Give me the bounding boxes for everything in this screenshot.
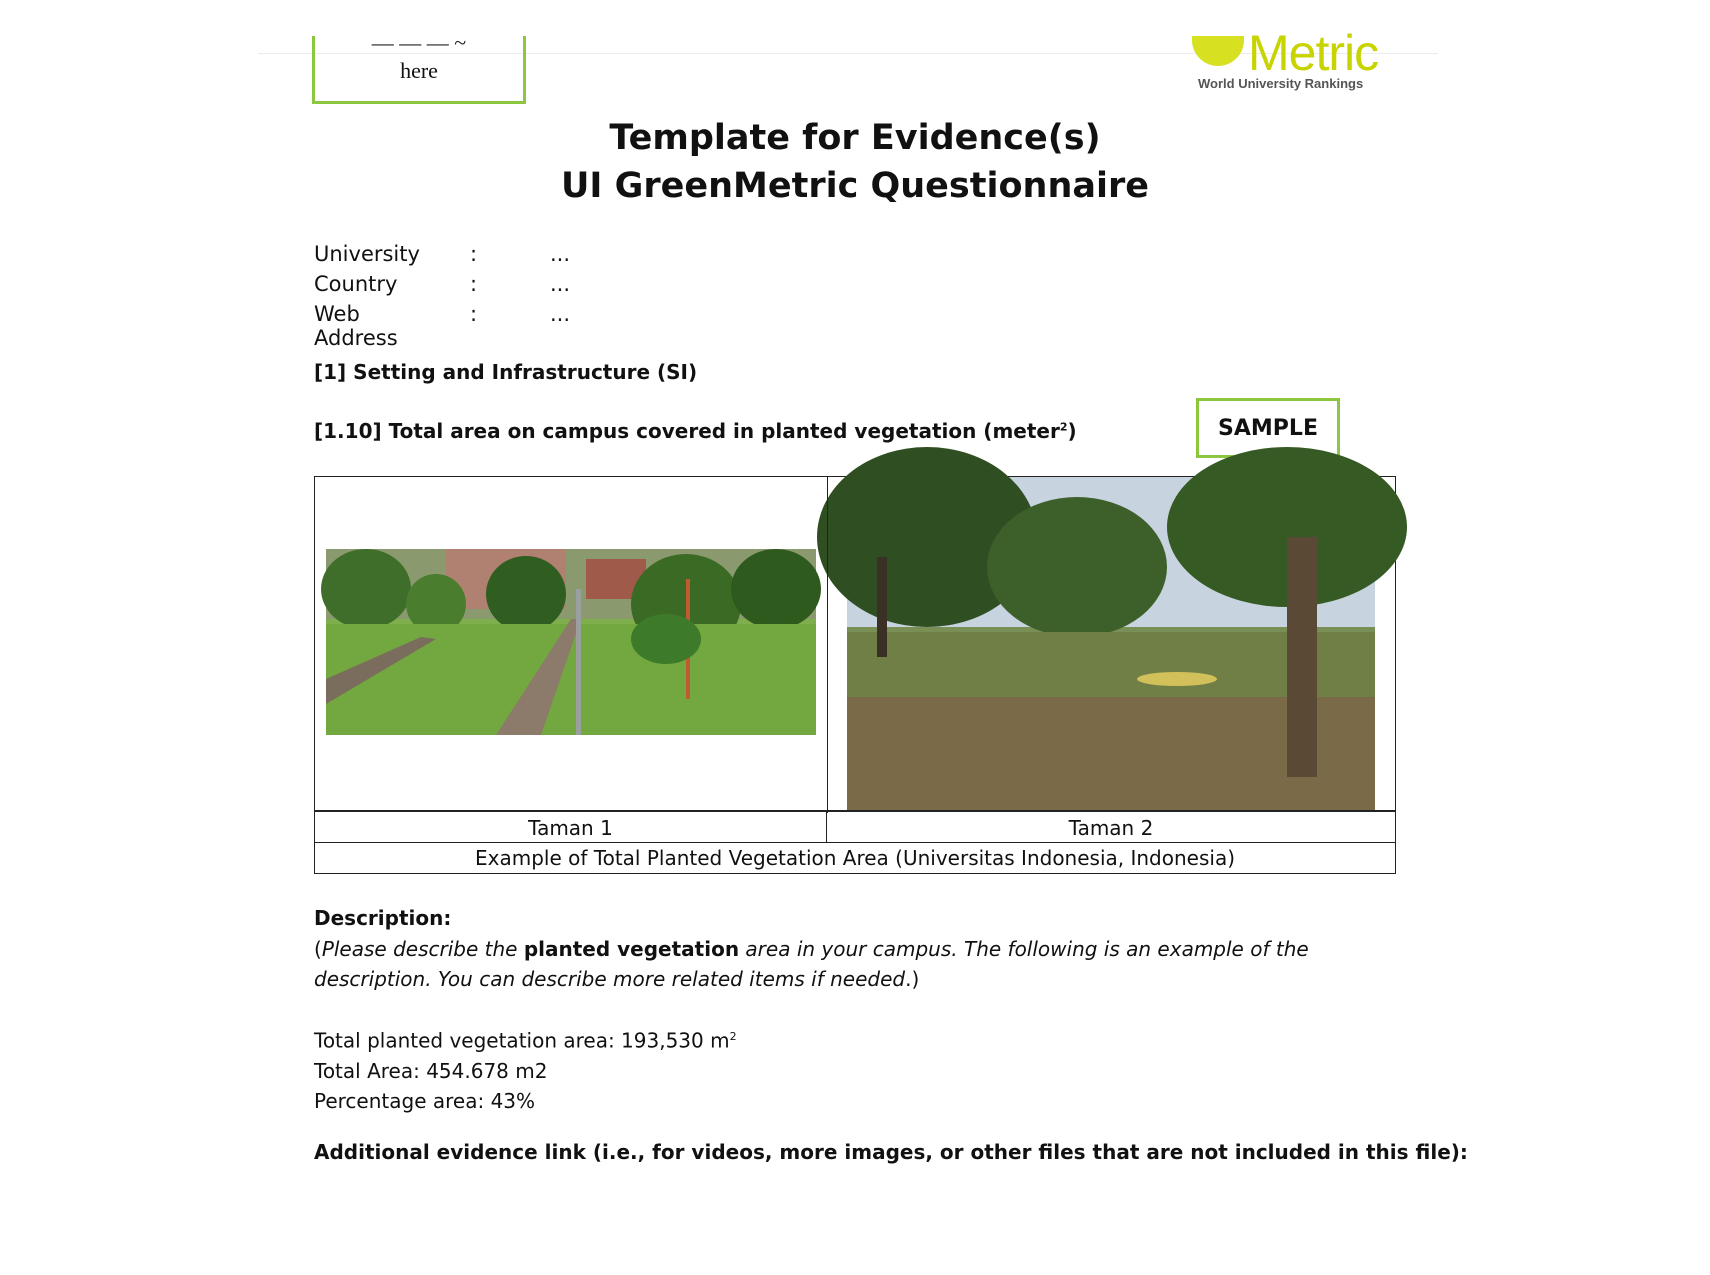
question-close: ) [1067, 419, 1077, 443]
additional-evidence-heading: Additional evidence link (i.e., for videos, more images, or other files that are not included in this file): [314, 1140, 1468, 1164]
greenmetric-logo-mark [1192, 36, 1244, 66]
info-value: ... [550, 272, 571, 296]
photo-taman-1 [326, 549, 816, 735]
info-label: Country [314, 272, 398, 296]
info-value: ... [550, 242, 571, 266]
info-label: University [314, 242, 420, 266]
row-divider [315, 810, 1395, 812]
description-text [314, 934, 1404, 994]
document-title: Template for Evidence(s) [609, 118, 1101, 158]
paren-close: .) [905, 967, 920, 991]
photo-caption-taman-1: Taman 1 [528, 816, 613, 840]
university-logo-placeholder [312, 30, 526, 104]
photo-caption-taman-2: Taman 2 [1068, 816, 1154, 840]
info-separator: : [470, 272, 478, 296]
evidence-table [314, 476, 1396, 874]
description-italic-a: Please describe the [321, 937, 524, 961]
area-stats [314, 1022, 737, 1116]
table-caption: Example of Total Planted Vegetation Area (Universitas Indonesia, Indonesia) [475, 846, 1235, 870]
question-heading [314, 419, 1077, 443]
description-italic-b: area in your campus. The following is an example of the description. You can describe more related items if needed [314, 937, 1309, 991]
planted-area-unit-superscript: 2 [729, 1030, 737, 1043]
logo-placeholder-text: here [400, 58, 438, 83]
planted-area: Total planted vegetation area: 193,530 m [314, 1028, 730, 1053]
total-area-line: Total Area: 454.678 m2 [314, 1058, 548, 1083]
sample-badge: SAMPLE [1196, 398, 1340, 458]
question-text: [1.10] Total area on campus covered in planted vegetation (meter [314, 419, 1060, 443]
planted-area-line [314, 1022, 737, 1056]
photo-taman-2 [847, 477, 1375, 811]
description-heading: Description: [314, 906, 452, 930]
brand-tagline: World University Rankings [1198, 76, 1364, 91]
description-bold: planted vegetation [523, 937, 740, 961]
document-subtitle: UI GreenMetric Questionnaire [561, 166, 1149, 206]
cropped-placeholder-text: — — — ~ [371, 30, 467, 55]
section-heading: [1] Setting and Infrastructure (SI) [314, 360, 698, 384]
greenmetric-logo [1190, 25, 1390, 94]
percentage-area-line: Percentage area: 43% [314, 1088, 536, 1113]
info-separator: : [470, 242, 478, 266]
info-value: ... [550, 302, 571, 326]
brand-name: Metric [1248, 25, 1379, 81]
info-label: Web Address [314, 302, 398, 350]
info-separator: : [470, 302, 478, 326]
column-divider [827, 477, 828, 813]
paren-open: ( [314, 937, 322, 961]
question-unit-superscript: 2 [1059, 420, 1068, 434]
